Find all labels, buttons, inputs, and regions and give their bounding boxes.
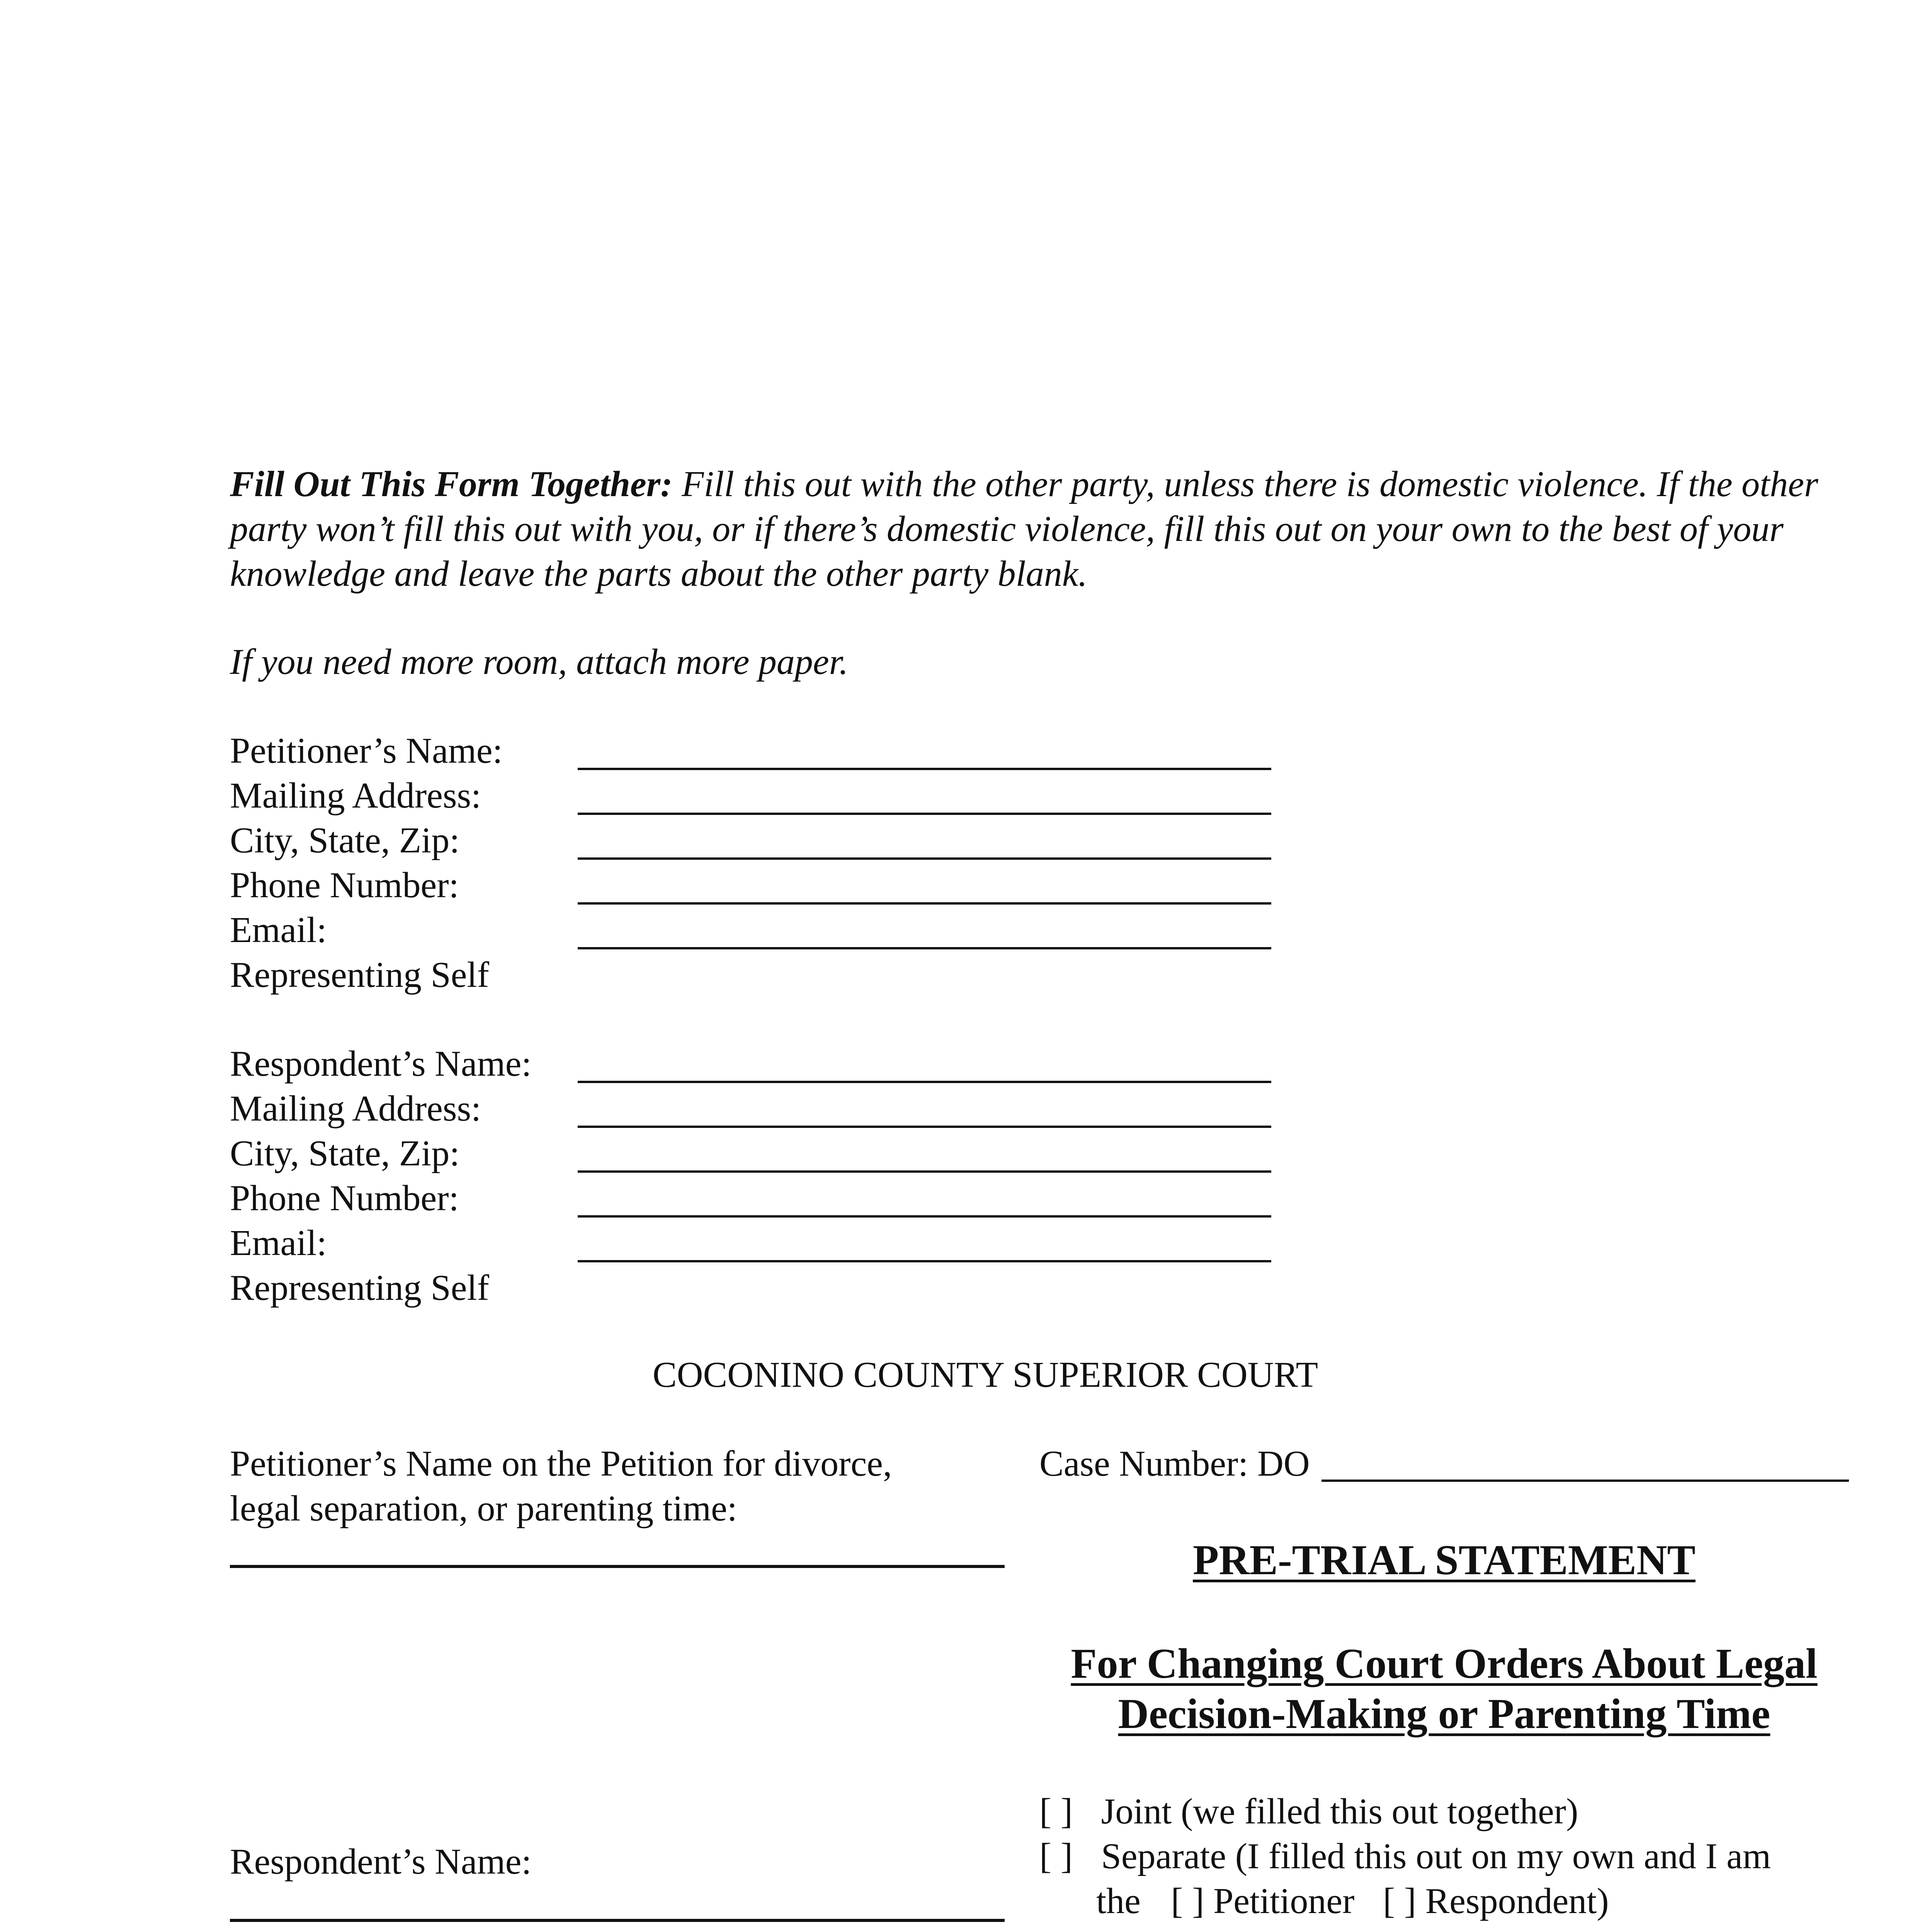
respondent-representing-label: Representing Self bbox=[230, 1268, 489, 1308]
petitioner-role-checkbox[interactable]: [ ] bbox=[1171, 1881, 1204, 1921]
respondent-email-field[interactable] bbox=[578, 1260, 1271, 1262]
case-number-field[interactable] bbox=[1321, 1480, 1849, 1482]
instructions-paragraph bbox=[230, 462, 1853, 596]
caption-petitioner-label-line1: Petitioner’s Name on the Petition for divorce, bbox=[230, 1444, 892, 1484]
respondent-city-label: City, State, Zip: bbox=[230, 1133, 460, 1173]
petitioner-name-row bbox=[230, 728, 1312, 773]
petitioner-name-field[interactable] bbox=[578, 768, 1271, 770]
separate-role-line bbox=[1096, 1879, 1609, 1923]
petitioner-address-label: Mailing Address: bbox=[230, 776, 481, 816]
respondent-phone-field[interactable] bbox=[578, 1215, 1271, 1218]
caption-petitioner-label-line2: legal separation, or parenting time: bbox=[230, 1488, 737, 1529]
separate-option-label: Separate (I filled this out on my own and I am bbox=[1101, 1836, 1771, 1876]
respondent-address-row bbox=[230, 1086, 1312, 1131]
petitioner-city-row bbox=[230, 818, 1312, 863]
case-number-label: Case Number: DO bbox=[1039, 1444, 1310, 1484]
respondent-name-label: Respondent’s Name: bbox=[230, 1044, 532, 1084]
instructions-text: Fill this out with the other party, unless there is domestic violence. If the other party won’t fill this out with you, or if there’s domestic violence, fill this out on your own to the best of your knowledge and leave the parts about the other party blank. bbox=[230, 464, 1818, 594]
petitioner-phone-row bbox=[230, 863, 1312, 908]
respondent-email-row bbox=[230, 1221, 1312, 1265]
joint-option-label: Joint (we filled this out together) bbox=[1101, 1791, 1578, 1832]
caption-petitioner-name-field[interactable] bbox=[230, 1565, 1005, 1568]
separate-checkbox[interactable]: [ ] bbox=[1039, 1836, 1073, 1876]
petitioner-representing-row bbox=[230, 952, 1312, 997]
petitioner-email-field[interactable] bbox=[578, 947, 1271, 949]
respondent-name-row bbox=[230, 1041, 1312, 1086]
respondent-info-block bbox=[230, 1041, 1312, 1310]
petitioner-representing-label: Representing Self bbox=[230, 955, 489, 995]
more-room-note: If you need more room, attach more paper. bbox=[230, 642, 849, 682]
petitioner-city-label: City, State, Zip: bbox=[230, 820, 460, 861]
respondent-role-checkbox[interactable]: [ ] bbox=[1383, 1881, 1417, 1921]
petitioner-email-row bbox=[230, 908, 1312, 952]
petitioner-phone-label: Phone Number: bbox=[230, 865, 459, 905]
petitioner-phone-field[interactable] bbox=[578, 902, 1271, 905]
respondent-address-label: Mailing Address: bbox=[230, 1088, 481, 1129]
respondent-email-label: Email: bbox=[230, 1223, 327, 1263]
petitioner-address-row bbox=[230, 773, 1312, 818]
respondent-name-field[interactable] bbox=[578, 1081, 1271, 1083]
respondent-city-field[interactable] bbox=[578, 1170, 1271, 1173]
form-subtitle-line2: Decision-Making or Parenting Time bbox=[1118, 1690, 1770, 1737]
joint-checkbox[interactable]: [ ] bbox=[1039, 1791, 1073, 1832]
respondent-representing-row bbox=[230, 1265, 1312, 1310]
respondent-city-row bbox=[230, 1131, 1312, 1176]
petitioner-address-field[interactable] bbox=[578, 813, 1271, 815]
separate-option[interactable] bbox=[1039, 1834, 1771, 1879]
petitioner-name-label: Petitioner’s Name: bbox=[230, 731, 503, 771]
respondent-address-field[interactable] bbox=[578, 1126, 1271, 1128]
petitioner-role-label: Petitioner bbox=[1213, 1881, 1355, 1921]
caption-respondent-name-field[interactable] bbox=[230, 1919, 1005, 1922]
form-title: PRE-TRIAL STATEMENT bbox=[1193, 1536, 1696, 1583]
petitioner-email-label: Email: bbox=[230, 910, 327, 950]
instructions-heading: Fill Out This Form Together: bbox=[230, 464, 673, 504]
respondent-role-label: Respondent) bbox=[1425, 1881, 1609, 1921]
caption-respondent-label: Respondent’s Name: bbox=[230, 1842, 532, 1882]
petitioner-info-block bbox=[230, 728, 1312, 997]
joint-option[interactable] bbox=[1039, 1789, 1578, 1834]
respondent-phone-label: Phone Number: bbox=[230, 1178, 459, 1218]
form-subtitle-line1: For Changing Court Orders About Legal bbox=[1071, 1640, 1818, 1687]
respondent-phone-row bbox=[230, 1176, 1312, 1221]
petitioner-city-field[interactable] bbox=[578, 857, 1271, 860]
separate-role-prefix: the bbox=[1096, 1881, 1141, 1921]
court-name: COCONINO COUNTY SUPERIOR COURT bbox=[652, 1355, 1318, 1395]
